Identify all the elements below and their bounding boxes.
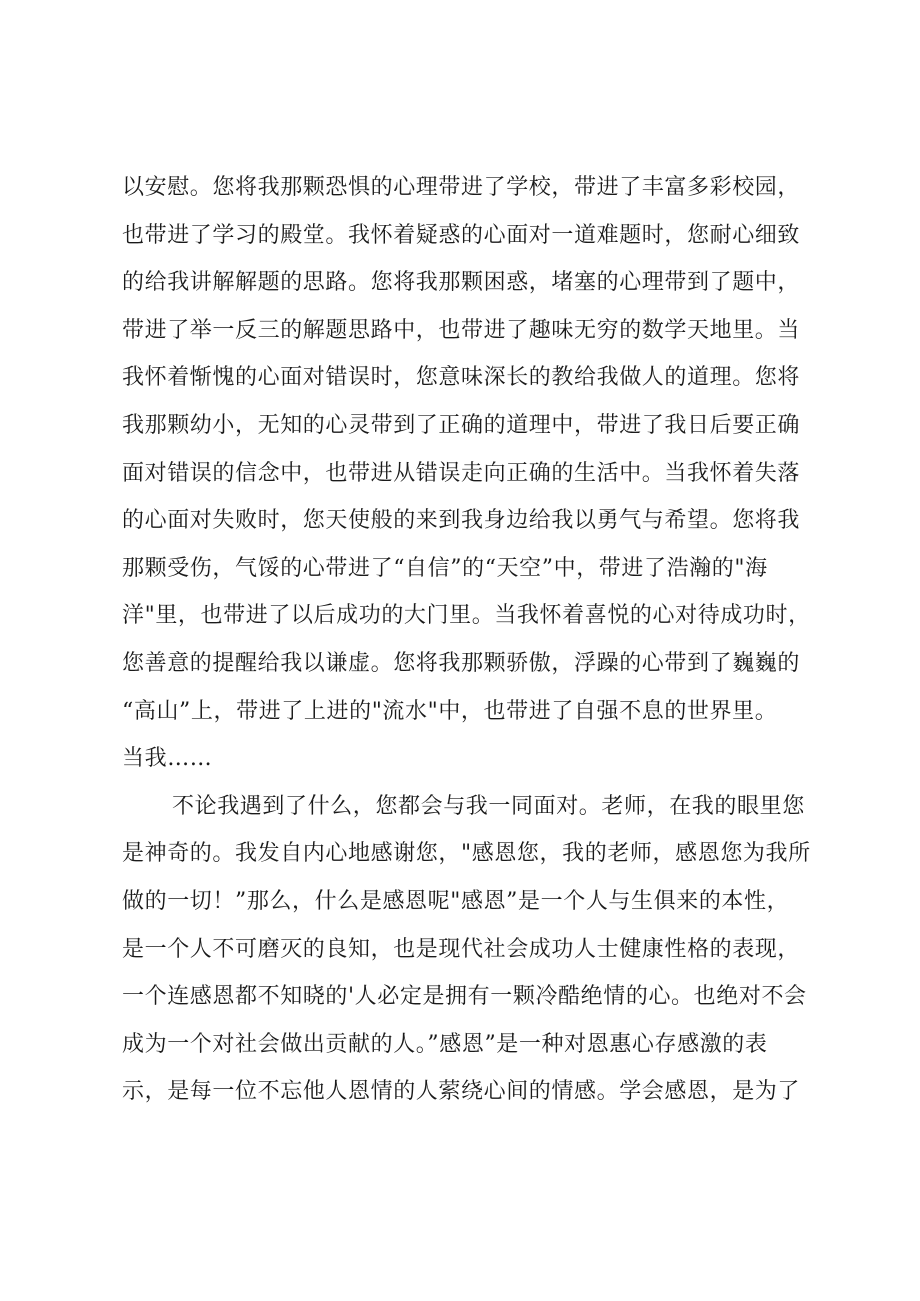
text-line: 成为一个对社会做出贡献的人。”感恩”是一种对恩惠心存感激的表 [122,1031,768,1057]
text-line: “高山”上，带进了上进的"流水"中，也带进了自强不息的世界里。 [122,698,778,724]
paragraph-first-line: 不论我遇到了什么，您都会与我一同面对。老师，在我的眼里您 [172,793,805,819]
text-line: 面对错误的信念中，也带进从错误走向正确的生活中。当我怀着失落 [122,460,801,486]
text-line: 那颗受伤，气馁的心带进了“自信”的“天空”中，带进了浩瀚的"海 [122,555,768,581]
text-line: 是神奇的。我发自内心地感谢您，"感恩您，我的老师，感恩您为我所 [122,841,811,867]
text-line: 示，是每一位不忘他人恩情的人萦绕心间的情感。学会感恩，是为了 [122,1079,801,1105]
text-line: 的给我讲解解题的思路。您将我那颗困惑，堵塞的心理带到了题中， [122,270,801,296]
text-line: 的心面对失败时，您天使般的来到我身边给我以勇气与希望。您将我 [122,508,801,534]
text-line: 我那颗幼小，无知的心灵带到了正确的道理中，带进了我日后要正确 [122,412,801,438]
text-line: 是一个人不可磨灭的良知，也是现代社会成功人士健康性格的表现， [122,936,801,962]
text-line: 做的一切！”那么，什么是感恩呢"感恩”是一个人与生俱来的本性， [122,888,790,914]
text-line: 一个连感恩都不知晓的'人必定是拥有一颗冷酷绝情的心。也绝对不会 [122,984,807,1010]
text-line: 洋"里，也带进了以后成功的大门里。当我怀着喜悦的心对待成功时， [122,603,811,629]
text-line: 当我…… [122,746,213,772]
document-body [122,164,842,1116]
text-line: 带进了举一反三的解题思路中，也带进了趣味无穷的数学天地里。当 [122,317,801,343]
text-line: 也带进了学习的殿堂。我怀着疑惑的心面对一道难题时，您耐心细致 [122,222,801,248]
text-line: 以安慰。您将我那颗恐惧的心理带进了学校，带进了丰富多彩校园， [122,175,801,200]
text-line: 我怀着惭愧的心面对错误时，您意味深长的教给我做人的道理。您将 [122,365,801,391]
text-line: 您善意的提醒给我以谦虚。您将我那颗骄傲，浮躁的心带到了巍巍的 [122,650,801,676]
